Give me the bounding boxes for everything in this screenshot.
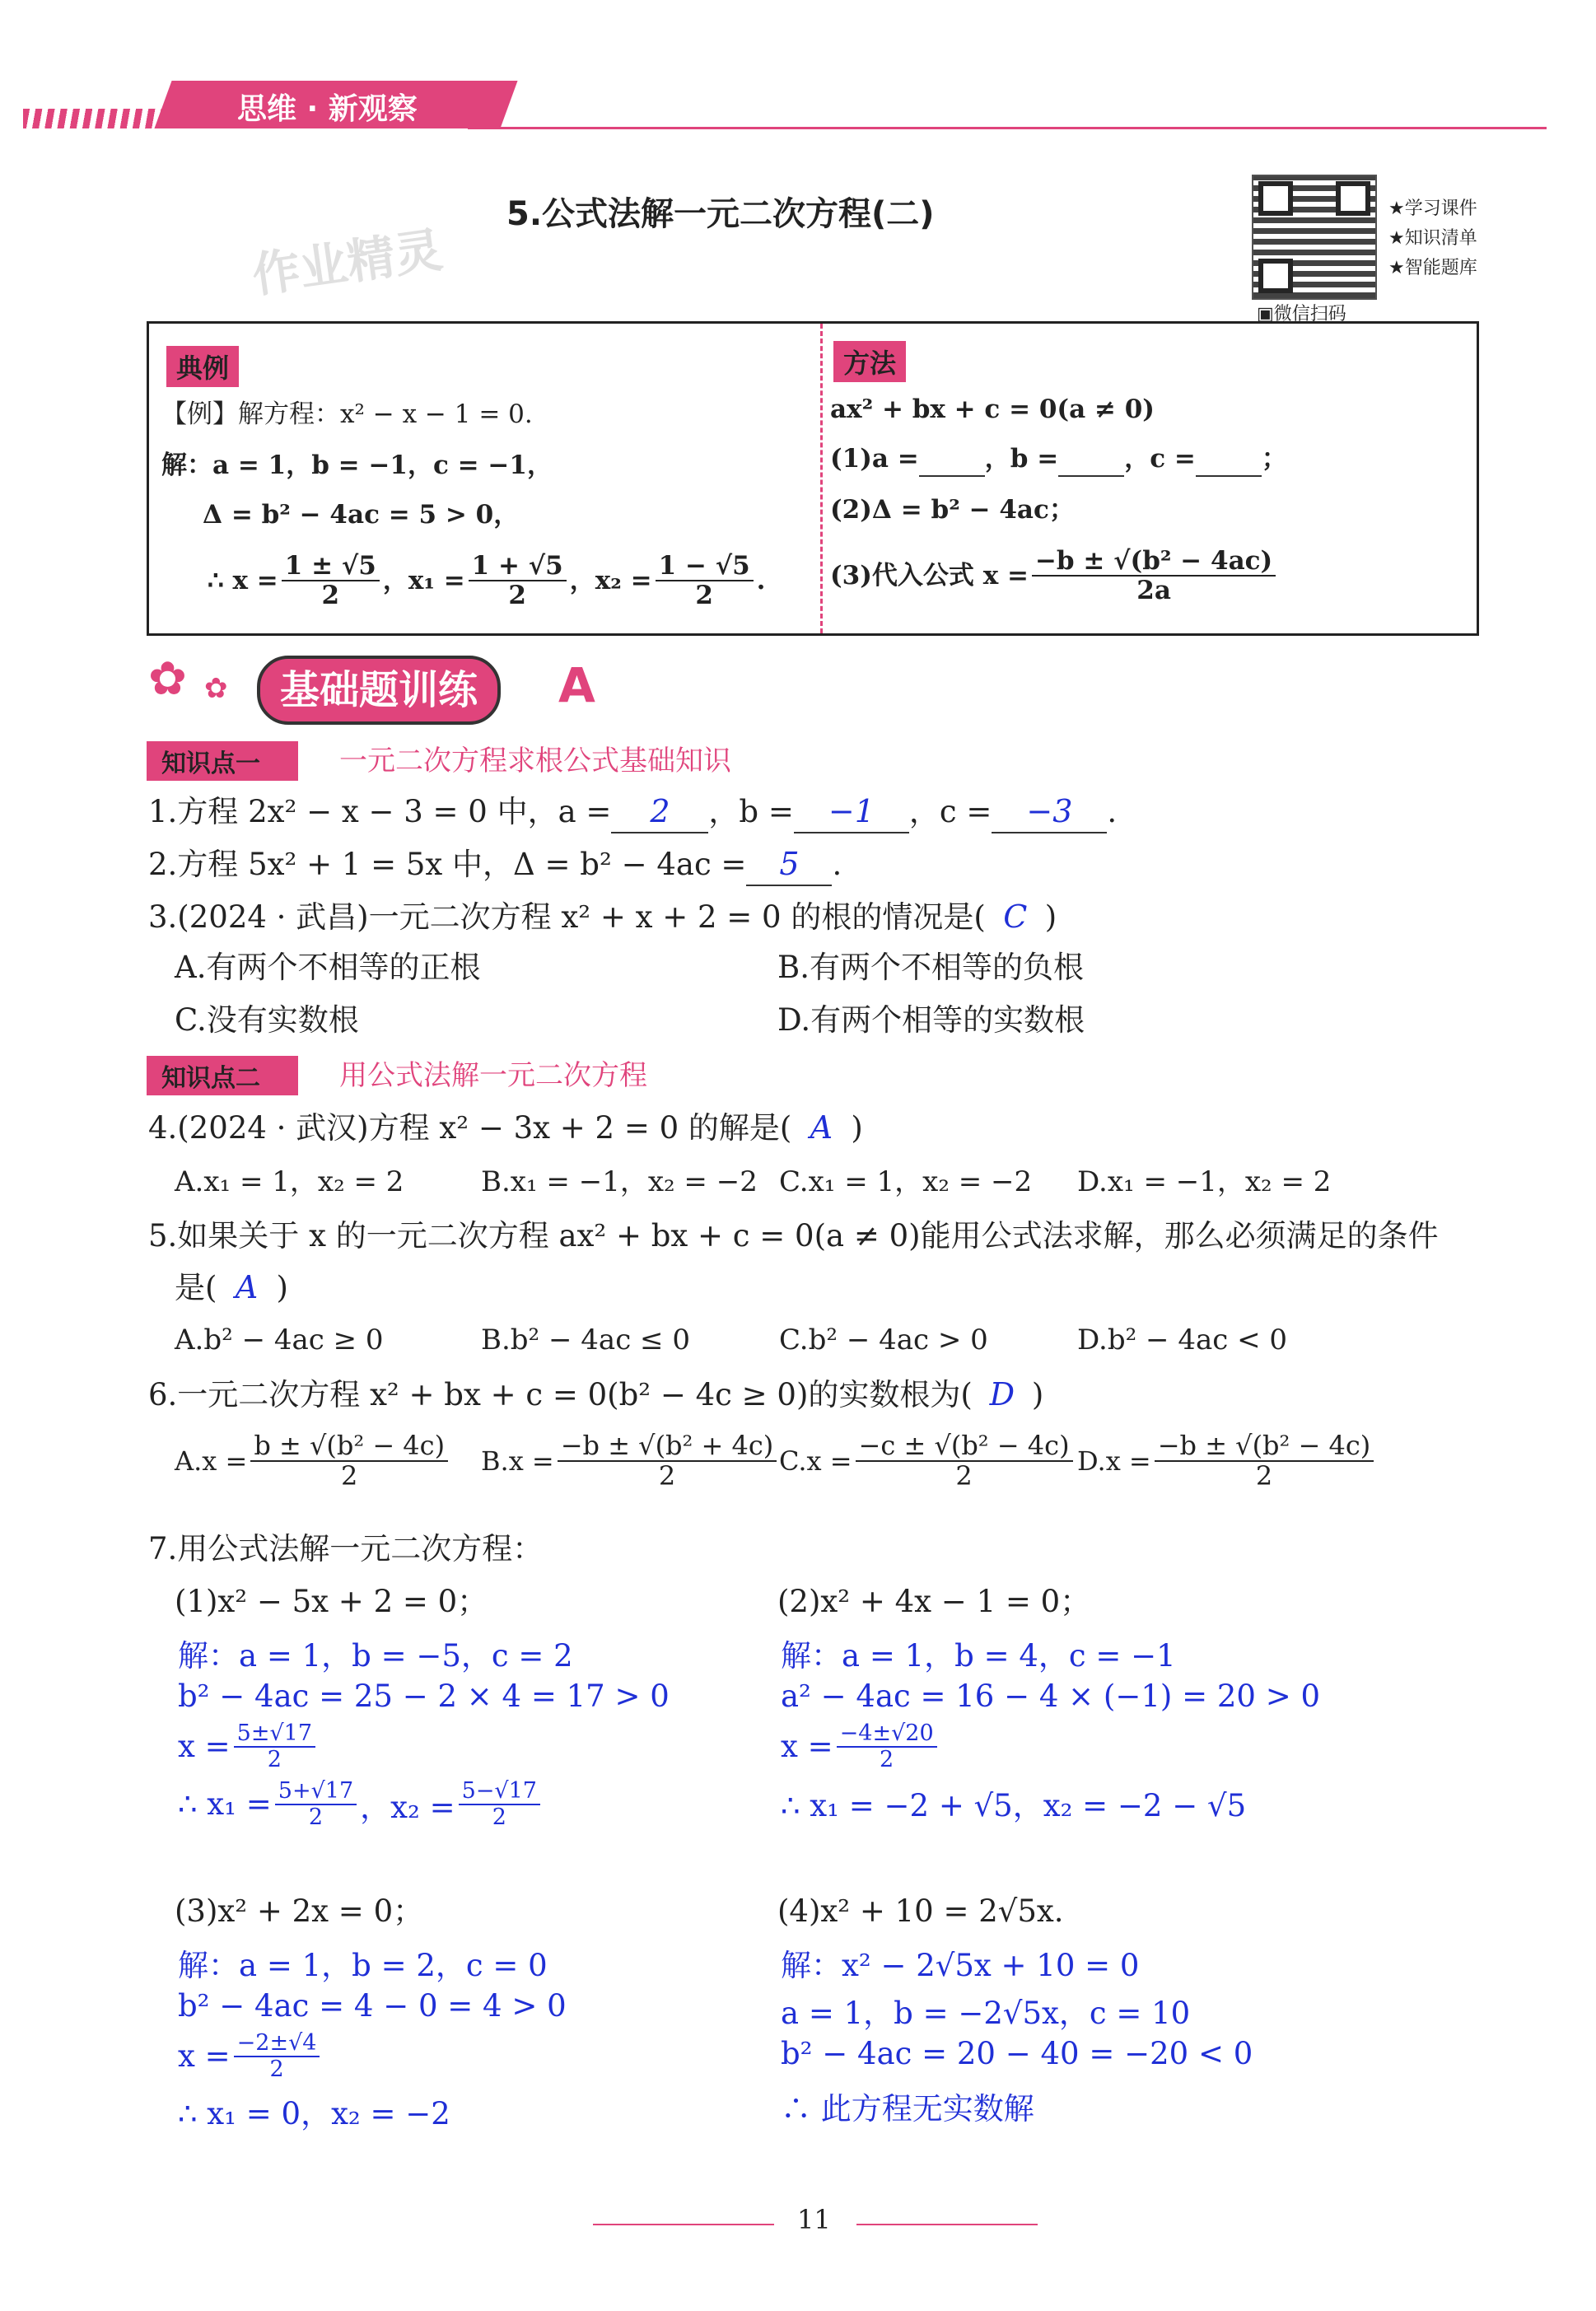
- q5-option-a[interactable]: A.b² − 4ac ≥ 0: [175, 1324, 384, 1356]
- section-title: 基础题训练: [257, 656, 501, 725]
- frac-num: −b ± √(b² − 4c): [1155, 1431, 1374, 1462]
- q7-p1-s3: [178, 1721, 319, 1772]
- sol-prefix: ∴ x₁ =: [178, 1786, 272, 1823]
- q4-option-b[interactable]: B.x₁ = −1，x₂ = −2: [481, 1165, 758, 1198]
- frac-num: 1 + √5: [469, 552, 567, 581]
- frac-num: 5−√17: [459, 1779, 540, 1805]
- frac-den: 2: [321, 581, 340, 611]
- q4-end: ): [851, 1110, 863, 1146]
- example-frac-3: [656, 552, 754, 609]
- qr-item-2: ★知识清单: [1388, 228, 1477, 249]
- q2-text: 2.方程 5x² + 1 = 5x 中，Δ = b² − 4ac =: [148, 847, 747, 882]
- kp1-tag: 知识点一: [147, 741, 298, 781]
- q5-line2: [175, 1268, 288, 1308]
- q7-p3-s2: b² − 4ac = 4 − 0 = 4 > 0: [178, 1988, 567, 2024]
- q6-b-frac: [558, 1431, 777, 1491]
- example-end: .: [756, 565, 766, 595]
- frac-den: 2: [341, 1460, 358, 1492]
- frac-den: 2: [267, 1746, 282, 1772]
- frac-num: −4±√20: [837, 1721, 937, 1748]
- sol-prefix: x =: [178, 2038, 231, 2075]
- example-step2: Δ = b² − 4ac = 5 > 0，: [203, 500, 520, 530]
- qr-finder-tl: [1258, 181, 1293, 216]
- q7-p4-s3: b² − 4ac = 20 − 40 = −20 < 0: [781, 2036, 1253, 2071]
- frac-den: 2: [955, 1460, 973, 1492]
- line1-c: ，c =: [1124, 444, 1196, 474]
- q6-end: ): [1031, 1377, 1044, 1412]
- q3-option-a[interactable]: A.有两个不相等的正根: [175, 950, 481, 985]
- q2: [148, 845, 842, 886]
- box-divider: [820, 324, 823, 633]
- q7-p1-x1-frac: [275, 1779, 357, 1829]
- q1-answer-a[interactable]: 2: [611, 792, 708, 833]
- opt-prefix: B.x =: [481, 1445, 554, 1478]
- q6-a-frac: [250, 1431, 448, 1491]
- q7-title: 7.用公式法解一元二次方程：: [148, 1531, 544, 1566]
- q3-end: ): [1044, 899, 1057, 935]
- example-problem: 【例】解方程：x² − x − 1 = 0.: [161, 399, 533, 429]
- q4-option-d[interactable]: D.x₁ = −1，x₂ = 2: [1077, 1165, 1332, 1198]
- frac-num: −b ± √(b² + 4c): [558, 1431, 777, 1462]
- q6: [148, 1375, 1043, 1415]
- q7-p1-frac: [234, 1721, 315, 1772]
- flower-small-icon: ✿: [204, 672, 228, 705]
- method-line2: (2)Δ = b² − 4ac；: [830, 495, 1075, 525]
- opt-prefix: D.x =: [1077, 1445, 1151, 1478]
- q5-end: ): [276, 1270, 288, 1305]
- q7-p1-s2: b² − 4ac = 25 − 2 × 4 = 17 > 0: [178, 1678, 670, 1714]
- q7-p1-eq: (1)x² − 5x + 2 = 0；: [175, 1584, 488, 1619]
- frac-den: 2: [308, 1804, 324, 1830]
- q4-text: 4.(2024 · 武汉)方程 x² − 3x + 2 = 0 的解是(: [148, 1110, 792, 1146]
- q6-d-frac: [1155, 1431, 1374, 1491]
- example-step1: 解：a = 1，b = −1，c = −1，: [161, 451, 553, 480]
- header-band: [23, 72, 1547, 132]
- q5-option-b[interactable]: B.b² − 4ac ≤ 0: [481, 1324, 690, 1356]
- q6-option-a[interactable]: [175, 1431, 451, 1491]
- q7-p4-s2: a = 1，b = −2√5x，c = 10: [781, 1996, 1191, 2031]
- q7-p1-s1: 解：a = 1，b = −5，c = 2: [178, 1638, 573, 1674]
- q3-option-c[interactable]: C.没有实数根: [175, 1002, 359, 1038]
- qr-finder-tr: [1336, 181, 1370, 216]
- q7-p4-eq: (4)x² + 10 = 2√5x.: [777, 1893, 1064, 1929]
- line1-a: (1)a =: [830, 444, 919, 474]
- method-label: 方法: [833, 341, 906, 382]
- watermark: 作业精灵: [249, 222, 446, 304]
- q4-option-a[interactable]: A.x₁ = 1，x₂ = 2: [175, 1165, 404, 1198]
- frac-num: 1 − √5: [656, 552, 754, 581]
- frac-num: −2±√4: [234, 2031, 320, 2057]
- q4-option-c[interactable]: C.x₁ = 1，x₂ = −2: [779, 1165, 1033, 1198]
- q4: [148, 1109, 863, 1148]
- frac-num: 5+√17: [275, 1779, 357, 1805]
- method-line0: ax² + bx + c = 0(a ≠ 0): [830, 395, 1155, 424]
- sol-mid: ，x₂ =: [360, 1789, 455, 1825]
- q6-option-c[interactable]: [779, 1431, 1076, 1491]
- frac-num: −b ± √(b² − 4ac): [1032, 547, 1276, 577]
- sol-prefix: x =: [781, 1729, 833, 1765]
- q3-option-d[interactable]: D.有两个相等的实数根: [777, 1002, 1085, 1038]
- frac-num: −c ± √(b² − 4c): [856, 1431, 1073, 1462]
- header-line: [468, 127, 1547, 129]
- q7-p2-s4: ∴ x₁ = −2 + √5，x₂ = −2 − √5: [781, 1788, 1247, 1823]
- q7-p4-s4: ∴ 此方程无实数解: [781, 2091, 1034, 2127]
- q7-p4-s1: 解：x² − 2√5x + 10 = 0: [781, 1948, 1140, 1983]
- qr-item-1: ★学习课件: [1388, 198, 1477, 219]
- frac-den: 2: [492, 1804, 506, 1830]
- line1-end: ；: [1261, 444, 1287, 474]
- x2-label: ，x₂ =: [569, 565, 652, 595]
- q7-p1-s4: [178, 1779, 544, 1829]
- frac-den: 2: [658, 1460, 676, 1492]
- x1-label: ，x₁ =: [382, 565, 465, 595]
- frac-num: b ± √(b² − 4c): [250, 1431, 448, 1462]
- q3-option-b[interactable]: B.有两个不相等的负根: [777, 950, 1084, 985]
- q5-line1: 5.如果关于 x 的一元二次方程 ax² + bx + c = 0(a ≠ 0)能用公式法求解，那么必须满足的条件: [148, 1218, 1439, 1254]
- q1: [148, 792, 1117, 833]
- kp2-title: 用公式法解一元二次方程: [339, 1059, 647, 1092]
- q1-answer-c[interactable]: −3: [992, 792, 1107, 833]
- section-letter: A: [558, 657, 595, 713]
- blank-a[interactable]: [919, 443, 985, 477]
- q6-text: 6.一元二次方程 x² + bx + c = 0(b² − 4c ≥ 0)的实数根为(: [148, 1377, 973, 1412]
- q1-text-a: 1.方程 2x² − x − 3 = 0 中，a =: [148, 794, 612, 829]
- frac-den: 2: [269, 2056, 284, 2082]
- kp2-tag: 知识点二: [147, 1056, 298, 1095]
- q6-c-frac: [856, 1431, 1073, 1491]
- q7-p3-s1: 解：a = 1，b = 2，c = 0: [178, 1948, 548, 1983]
- kp1-title: 一元二次方程求根公式基础知识: [339, 745, 731, 777]
- q7-p2-s3: [781, 1721, 940, 1772]
- method-line3: [830, 547, 1279, 605]
- q7-p3-s4: ∴ x₁ = 0，x₂ = −2: [178, 2096, 450, 2131]
- q6-answer[interactable]: D: [989, 1376, 1015, 1412]
- q3: [148, 898, 1057, 937]
- page-number: 11: [797, 2204, 831, 2235]
- method-formula: [1032, 547, 1276, 605]
- q1-text-c: ，c =: [908, 794, 992, 829]
- example-label: 典例: [166, 346, 239, 387]
- frac-num: 1 ± √5: [282, 552, 380, 581]
- q3-text: 3.(2024 · 武昌)一元二次方程 x² + x + 2 = 0 的根的情况是(: [148, 899, 986, 935]
- blank-c[interactable]: [1196, 443, 1262, 477]
- method-line1: [830, 443, 1287, 477]
- frac-den: 2a: [1136, 576, 1171, 606]
- line3-prefix: (3)代入公式 x =: [830, 560, 1029, 591]
- page-title: 5.公式法解一元二次方程(二): [506, 195, 935, 233]
- footer-line-left: [593, 2224, 774, 2225]
- q4-answer[interactable]: A: [810, 1109, 833, 1146]
- q5-option-d[interactable]: D.b² − 4ac < 0: [1077, 1324, 1288, 1356]
- q2-answer[interactable]: 5: [746, 845, 832, 886]
- header-brand: 思维 · 新观察: [237, 92, 418, 126]
- q7-p2-eq: (2)x² + 4x − 1 = 0；: [777, 1584, 1091, 1619]
- frac-den: 2: [1255, 1460, 1273, 1492]
- q7-p3-frac: [234, 2031, 320, 2081]
- q7-p2-s2: a² − 4ac = 16 − 4 × (−1) = 20 > 0: [781, 1678, 1321, 1714]
- footer-line-right: [856, 2224, 1038, 2225]
- qr-scan-label: ▣微信扫码: [1257, 304, 1346, 324]
- frac-den: 2: [880, 1746, 894, 1772]
- q7-p2-s1: 解：a = 1，b = 4，c = −1: [781, 1638, 1176, 1674]
- q1-answer-b[interactable]: −1: [794, 792, 909, 833]
- q6-option-b[interactable]: [481, 1431, 780, 1491]
- frac-num: 5±√17: [234, 1721, 315, 1748]
- q7-p1-x2-frac: [459, 1779, 540, 1829]
- step3-prefix: ∴ x =: [208, 565, 278, 595]
- q7-p3-eq: (3)x² + 2x = 0；: [175, 1893, 424, 1929]
- q2-end: .: [832, 847, 842, 882]
- q5-option-c[interactable]: C.b² − 4ac > 0: [779, 1324, 988, 1356]
- flower-icon: ✿: [148, 652, 187, 706]
- q7-p3-s3: [178, 2031, 323, 2081]
- example-frac-2: [469, 552, 567, 609]
- frac-den: 2: [508, 581, 526, 611]
- q5-text2: 是(: [175, 1270, 217, 1305]
- q6-option-d[interactable]: [1077, 1431, 1377, 1491]
- q1-text-b: ，b =: [708, 794, 794, 829]
- opt-prefix: C.x =: [779, 1445, 852, 1478]
- qr-finder-bl: [1258, 259, 1293, 293]
- frac-den: 2: [695, 581, 713, 611]
- blank-b[interactable]: [1058, 443, 1124, 477]
- qr-item-3: ★智能题库: [1388, 258, 1477, 278]
- q1-end: .: [1107, 794, 1118, 829]
- qr-code[interactable]: [1252, 175, 1377, 300]
- example-frac-1: [282, 552, 380, 609]
- opt-prefix: A.x =: [175, 1445, 248, 1478]
- example-step3: [208, 552, 765, 609]
- q3-answer[interactable]: C: [1003, 899, 1028, 935]
- q5-answer[interactable]: A: [235, 1269, 259, 1305]
- q7-p2-frac: [837, 1721, 937, 1772]
- line1-b: ，b =: [984, 444, 1059, 474]
- sol-prefix: x =: [178, 1729, 231, 1765]
